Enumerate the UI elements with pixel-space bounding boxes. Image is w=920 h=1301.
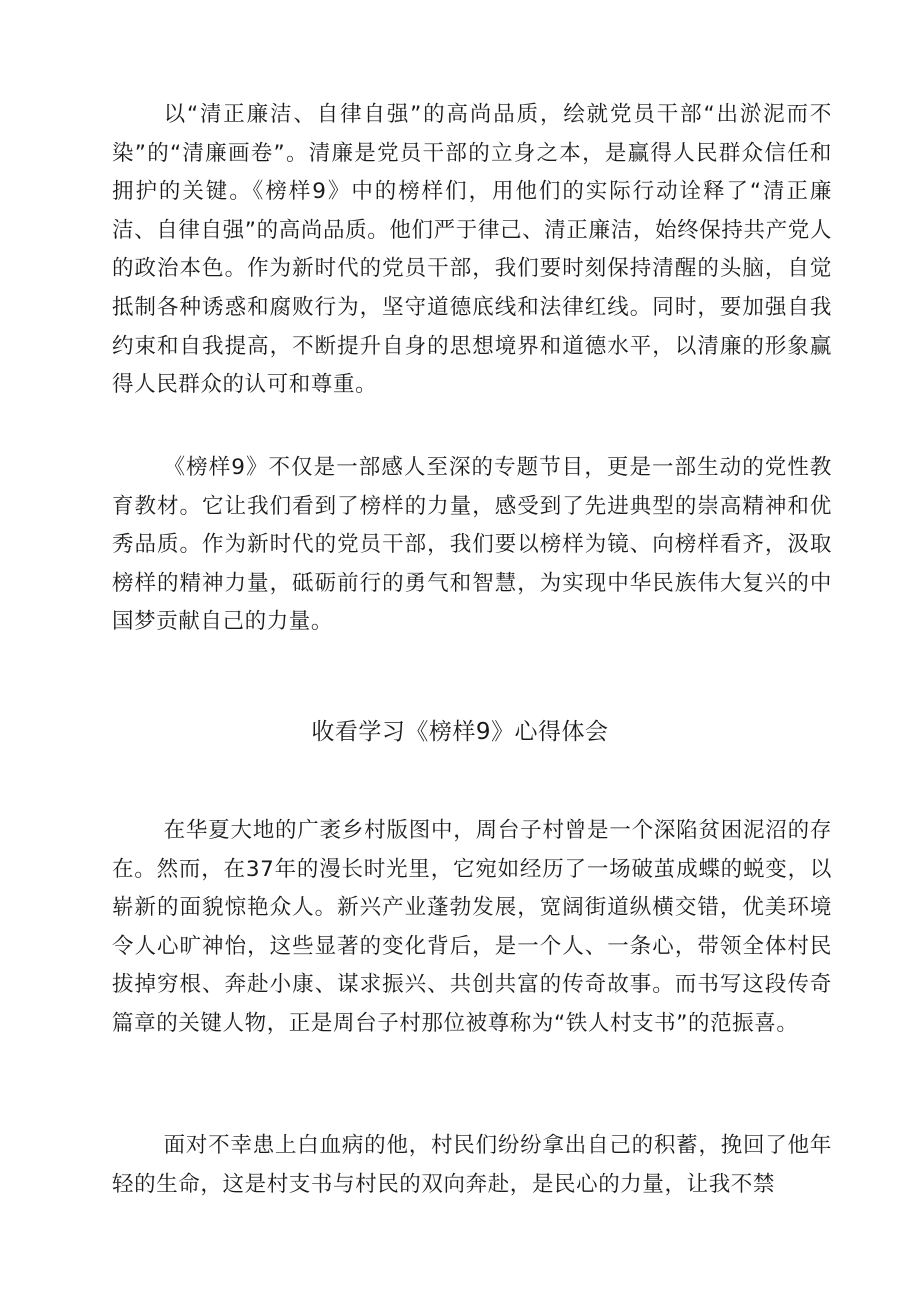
paragraph-zhoutaizi-village: 在华夏大地的广袤乡村版图中，周台子村曾是一个深陷贫困泥沼的存在。然而，在37年的漫长时光里，它宛如经历了一场破茧成蝶的蜕变，以崭新的面貌惊艳众人。新兴产业蓬勃发展，宽阔街道纵横交错，优美环境令人心旷神怡，这些显著的变化背后，是一个人、一条心，带领全体村民拔掉穷根、奔赴小康、谋求振兴、共创共富的传奇故事。而书写这段传奇篇章的关键人物，正是周台子村那位被尊称为“铁人村支书”的范振喜。 <box>112 818 832 1036</box>
paragraph-villagers-support: 面对不幸患上白血病的他，村民们纷纷拿出自己的积蓄，挽回了他年轻的生命，这是村支书与村民的双向奔赴，是民心的力量，让我不禁 <box>112 1133 832 1197</box>
paragraph-role-model-education: 《榜样9》不仅是一部感人至深的专题节目，更是一部生动的党性教育教材。它让我们看到了榜样的力量，感受到了先进典型的崇高精神和优秀品质。作为新时代的党员干部，我们要以榜样为镜、向榜样看齐，汲取榜样的精神力量，砥砺前行的勇气和智慧，为实现中华民族伟大复兴的中国梦贡献自己的力量。 <box>112 455 832 635</box>
paragraph-integrity: 以“清正廉洁、自律自强”的高尚品质，绘就党员干部“出淤泥而不染”的“清廉画卷”。清廉是党员干部的立身之本，是赢得人民群众信任和拥护的关键。《榜样9》中的榜样们，用他们的实际行动诠释了“清正廉洁、自律自强”的高尚品质。他们严于律己、清正廉洁，始终保持共产党人的政治本色。作为新时代的党员干部，我们要时刻保持清醒的头脑，自觉抵制各种诱惑和腐败行为，坚守道德底线和法律红线。同时，要加强自我约束和自我提高，不断提升自身的思想境界和道德水平，以清廉的形象赢得人民群众的认可和尊重。 <box>112 102 832 398</box>
section-title: 收看学习《榜样9》心得体会 <box>311 719 609 745</box>
